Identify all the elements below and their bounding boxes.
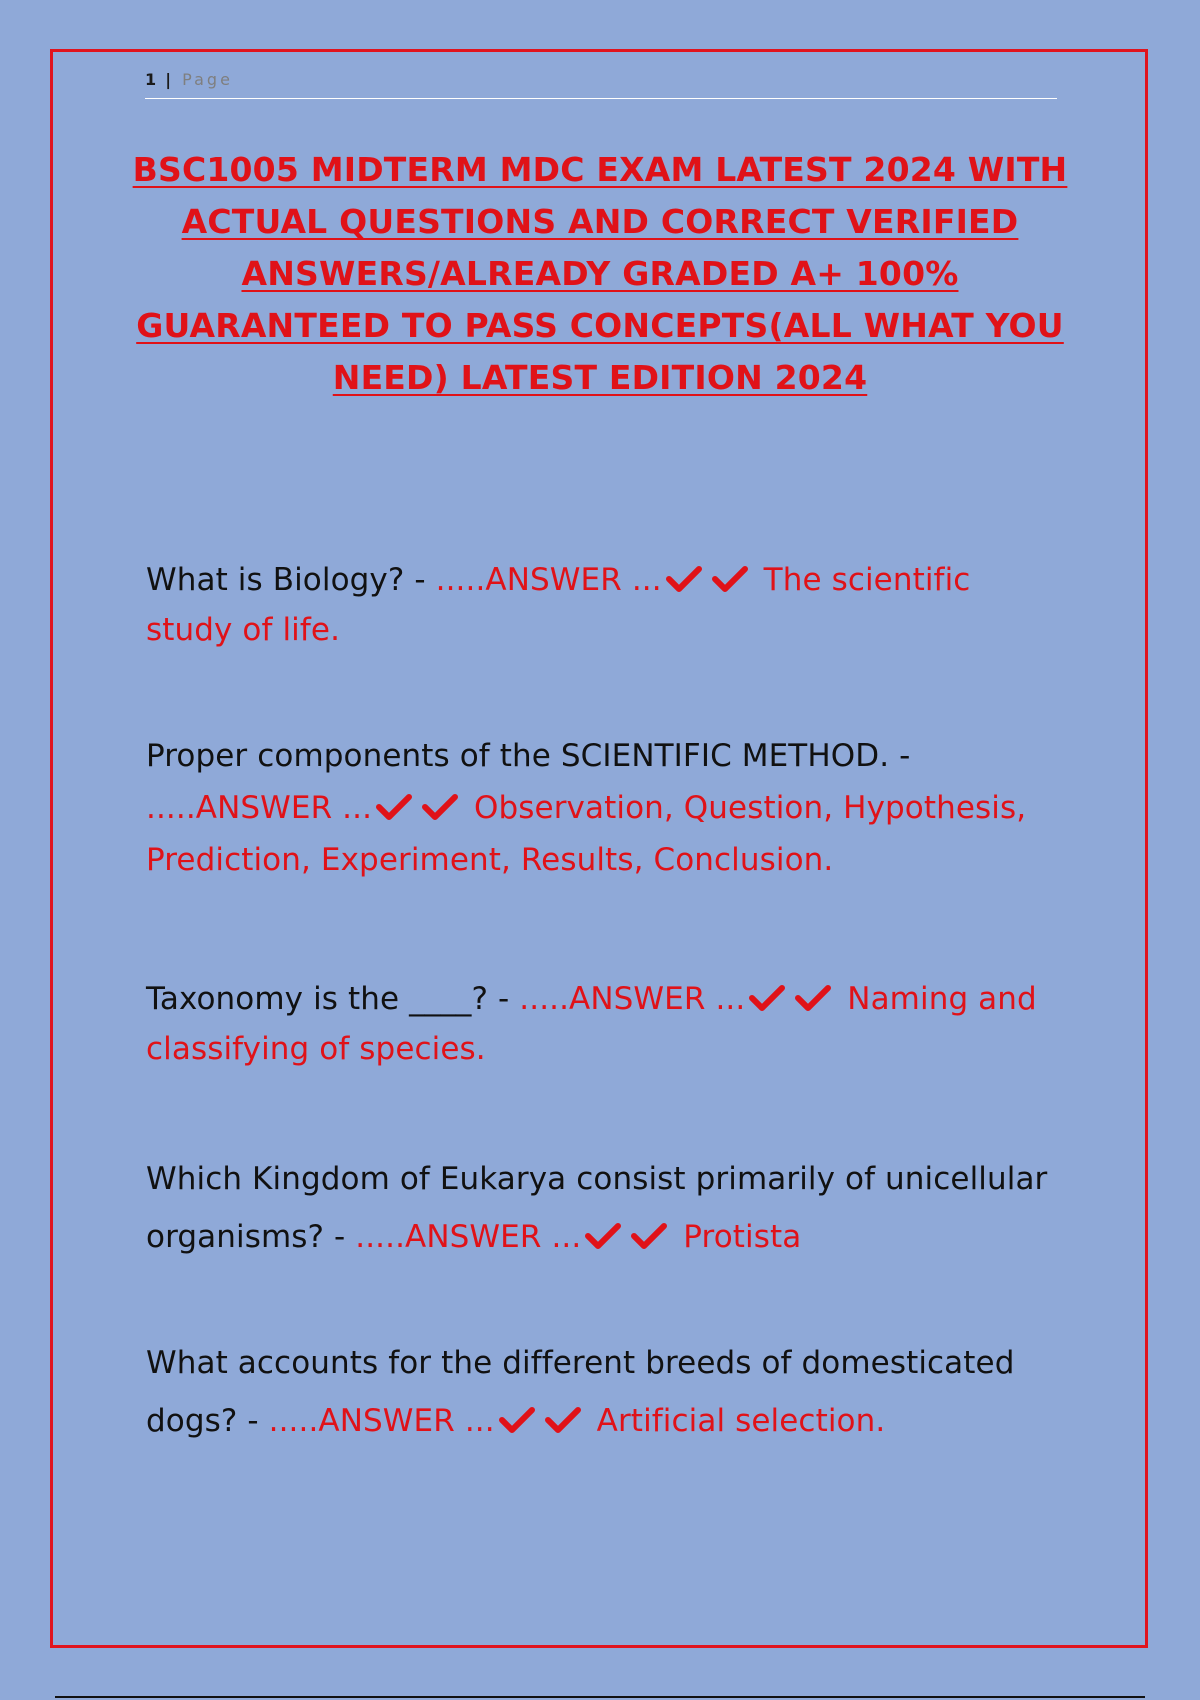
qa-item xyxy=(146,974,1066,1074)
answer-marker: .....ANSWER ... xyxy=(268,1403,495,1439)
qa-item xyxy=(146,555,1066,655)
answer-marker: .....ANSWER ... xyxy=(519,981,746,1017)
question-text: What is Biology? - xyxy=(146,562,426,598)
answer-text: The scientific study of life. xyxy=(146,562,971,648)
check-icon xyxy=(631,1223,667,1249)
answer-marker: .....ANSWER ... xyxy=(355,1219,582,1255)
page-header xyxy=(145,70,1057,99)
check-icon xyxy=(585,1223,621,1249)
check-icon xyxy=(666,566,702,592)
qa-item xyxy=(146,730,1066,886)
check-icon xyxy=(795,985,831,1011)
check-icon xyxy=(422,794,458,820)
question-text: Proper components of the SCIENTIFIC METHOD. - xyxy=(146,738,911,774)
bottom-divider xyxy=(55,1696,1145,1698)
qa-item xyxy=(146,1334,1066,1450)
question-text: What accounts for the different breeds of domesticated dogs? - xyxy=(146,1345,1015,1439)
answer-text: Protista xyxy=(683,1219,802,1255)
answer-marker: .....ANSWER ... xyxy=(435,562,662,598)
check-icon xyxy=(712,566,748,592)
qa-item xyxy=(146,1150,1066,1266)
question-text: Which Kingdom of Eukarya consist primarily of unicellular organisms? - xyxy=(146,1161,1048,1255)
page-label: Page xyxy=(182,70,233,89)
page-separator: | xyxy=(165,70,175,89)
document-title: BSC1005 MIDTERM MDC EXAM LATEST 2024 WITH ACTUAL QUESTIONS AND CORRECT VERIFIED ANSWERS/ALREADY GRADED A+ 100% GUARANTEED TO PASS CONCEPTS(ALL WHAT YOU NEED) LATEST EDITION 2024 xyxy=(132,150,1068,397)
answer-text: Artificial selection. xyxy=(596,1403,886,1439)
check-icon xyxy=(499,1407,535,1433)
check-icon xyxy=(749,985,785,1011)
check-icon xyxy=(376,794,412,820)
answer-text: Observation, Question, Hypothesis, Prediction, Experiment, Results, Conclusion. xyxy=(146,790,1027,878)
page-number: 1 xyxy=(145,70,158,89)
answer-marker: .....ANSWER ... xyxy=(146,790,373,826)
question-text: Taxonomy is the ____? - xyxy=(146,981,510,1017)
check-icon xyxy=(545,1407,581,1433)
answer-text: Naming and classifying of species. xyxy=(146,981,1037,1067)
